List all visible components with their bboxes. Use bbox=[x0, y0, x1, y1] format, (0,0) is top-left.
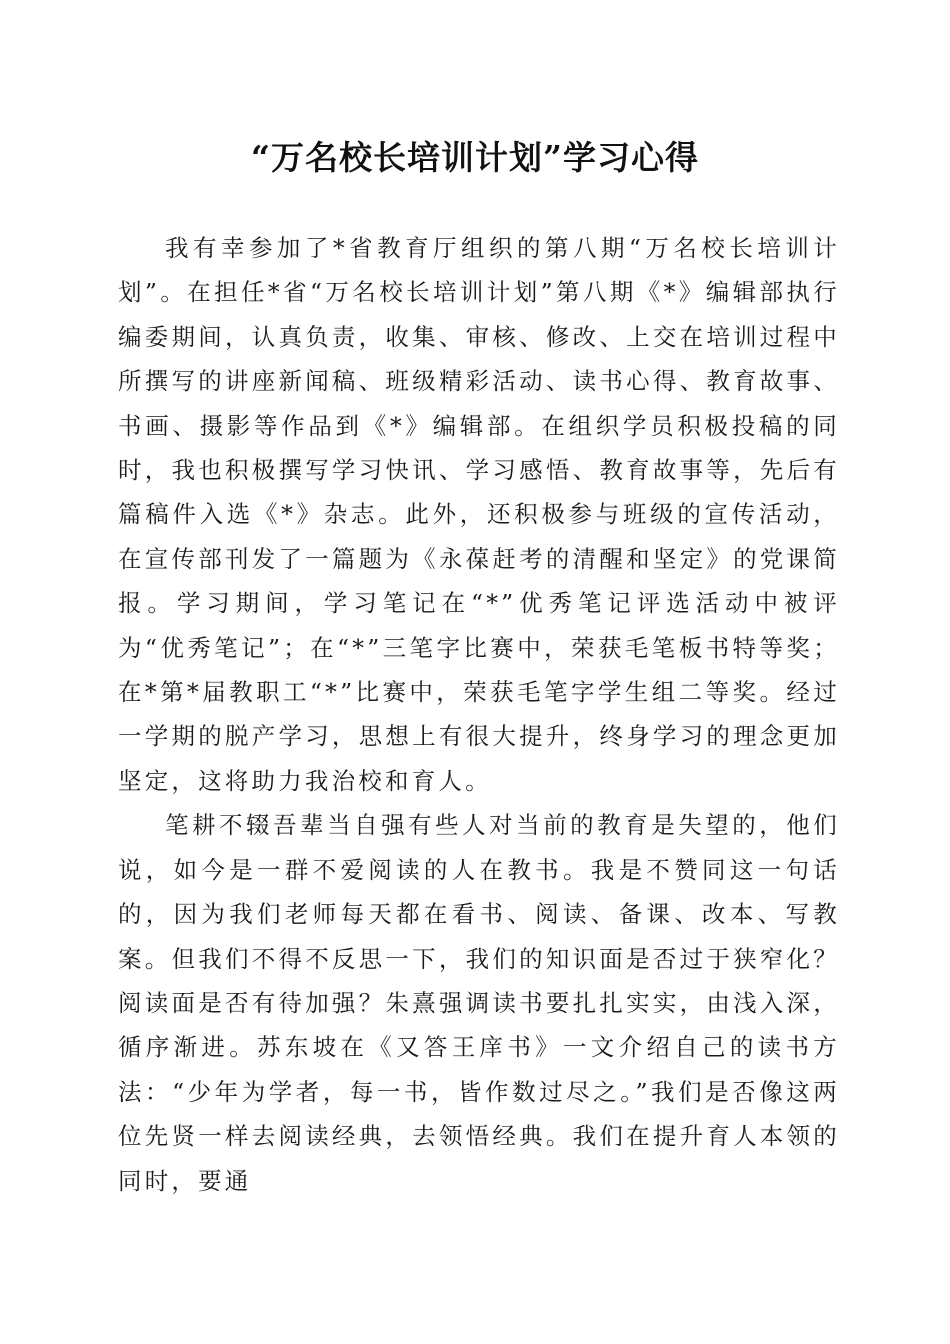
document-title: “万名校长培训计划”学习心得 bbox=[251, 138, 699, 177]
paragraph: 笔耕不辍吾辈当自强有些人对当前的教育是失望的，他们说，如今是一群不爱阅读的人在教书。我是不赞同这一句话的，因为我们老师每天都在看书、阅读、备课、改本、写教案。但我们不得不反思一下，我们的知识面是否过于狭窄化？阅读面是否有待加强？朱熹强调读书要扎扎实实，由浅入深，循序渐进。苏东坡在《又答王庠书》一文介绍自己的读书方法：“少年为学者，每一书，皆作数过尽之。”我们是否像这两位先贤一样去阅读经典，去领悟经典。我们在提升育人本领的同时，要通 bbox=[118, 811, 840, 1195]
document-body bbox=[118, 226, 840, 1203]
paragraph: 我有幸参加了*省教育厅组织的第八期“万名校长培训计划”。在担任*省“万名校长培训计划”第八期《*》编辑部执行编委期间，认真负责，收集、审核、修改、上交在培训过程中所撰写的讲座新闻稿、班级精彩活动、读书心得、教育故事、书画、摄影等作品到《*》编辑部。在组织学员积极投稿的同时，我也积极撰写学习快讯、学习感悟、教育故事等，先后有篇稿件入选《*》杂志。此外，还积极参与班级的宣传活动，在宣传部刊发了一篇题为《永葆赶考的清醒和坚定》的党课简报。学习期间，学习笔记在“*”优秀笔记评选活动中被评为“优秀笔记”；在“*”三笔字比赛中，荣获毛笔板书特等奖；在*第*届教职工“*”比赛中，荣获毛笔字学生组二等奖。经过一学期的脱产学习，思想上有很大提升，终身学习的理念更加坚定，这将助力我治校和育人。 bbox=[118, 234, 840, 795]
